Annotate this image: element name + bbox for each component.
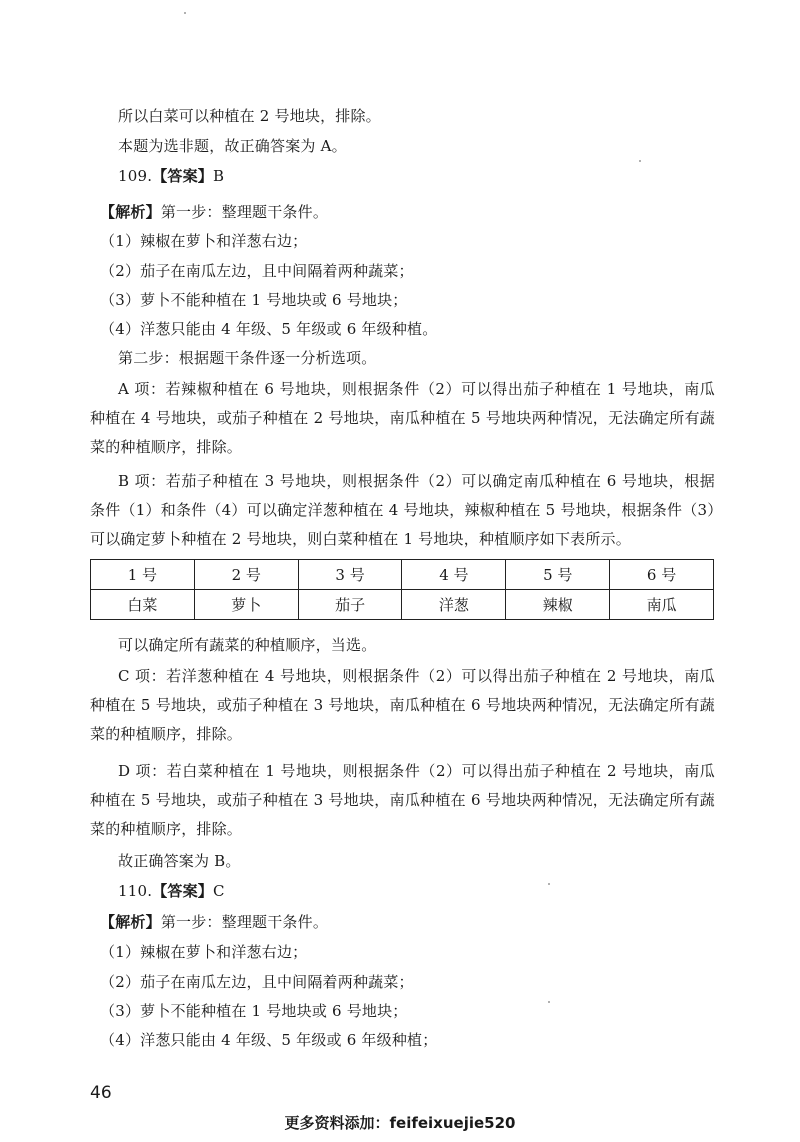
- table-header-cell: 6 号: [610, 560, 714, 590]
- scan-speck: [548, 883, 550, 885]
- scan-speck: [184, 12, 186, 14]
- footer-watermark: 更多资料添加：feifeixuejie520: [284, 1114, 516, 1132]
- analysis-step1: [100, 911, 328, 933]
- table-header-cell: 3 号: [298, 560, 402, 590]
- analysis-tag: 【解析】: [100, 913, 161, 931]
- answer-letter: C: [213, 882, 225, 900]
- condition-1: （1）辣椒在萝卜和洋葱右边；: [100, 943, 308, 961]
- table-cell: 茄子: [298, 590, 402, 620]
- option-c-analysis: C 项：若洋葱种植在 4 号地块，则根据条件（2）可以得出茄子种植在 2 号地块，南瓜种植在 5 号地块，或茄子种植在 3 号地块，南瓜种植在 6 号地块两种情况，无法确定所有蔬菜的种植顺序，排除。: [90, 667, 715, 743]
- condition-1: （1）辣椒在萝卜和洋葱右边；: [100, 232, 308, 250]
- conclusion-109: 故正确答案为 B。: [118, 852, 241, 870]
- table-header-cell: 4 号: [402, 560, 506, 590]
- answer-tag: 【答案】: [152, 882, 214, 900]
- table-cell: 南瓜: [610, 590, 714, 620]
- question-number: 110.: [118, 882, 153, 900]
- text-line: 本题为选非题，故正确答案为 A。: [118, 137, 347, 155]
- table-header-cell: 1 号: [91, 560, 195, 590]
- option-b-analysis: B 项：若茄子种植在 3 号地块，则根据条件（2）可以确定南瓜种植在 6 号地块，根据条件（1）和条件（4）可以确定洋葱种植在 4 号地块，辣椒种植在 5 号地块，根据条件（3）可以确定萝卜种植在 2 号地块，则白菜种植在 1 号地块，种植顺序如下表所示。: [90, 472, 715, 548]
- page-number: 46: [90, 1083, 112, 1103]
- analysis-tag: 【解析】: [100, 203, 161, 221]
- condition-2: （2）茄子在南瓜左边，且中间隔着两种蔬菜；: [100, 973, 414, 991]
- step-text: 第一步：整理题干条件。: [160, 913, 329, 931]
- table-cell: 萝卜: [194, 590, 298, 620]
- step-text: 第一步：整理题干条件。: [160, 203, 329, 221]
- condition-3: （3）萝卜不能种植在 1 号地块或 6 号地块；: [100, 291, 408, 309]
- table-row: [91, 590, 714, 620]
- analysis-step1: [100, 201, 328, 223]
- answer-tag: 【答案】: [152, 167, 214, 185]
- table-cell: 白菜: [91, 590, 195, 620]
- planting-order-table: [90, 559, 714, 620]
- text-line: 可以确定所有蔬菜的种植顺序，当选。: [118, 636, 377, 654]
- table-cell: 洋葱: [402, 590, 506, 620]
- step2: 第二步：根据题干条件逐一分析选项。: [118, 349, 377, 367]
- table-header-cell: 5 号: [506, 560, 610, 590]
- answer-letter: B: [213, 167, 225, 185]
- condition-3: （3）萝卜不能种植在 1 号地块或 6 号地块；: [100, 1002, 408, 1020]
- table-header-cell: 2 号: [194, 560, 298, 590]
- question-110-header: [118, 880, 225, 902]
- question-number: 109.: [118, 167, 153, 185]
- scan-speck: [639, 160, 641, 162]
- text-line: 所以白菜可以种植在 2 号地块，排除。: [118, 107, 381, 125]
- scan-speck: [548, 1001, 550, 1003]
- condition-2: （2）茄子在南瓜左边，且中间隔着两种蔬菜；: [100, 262, 414, 280]
- option-a-analysis: A 项：若辣椒种植在 6 号地块，则根据条件（2）可以得出茄子种植在 1 号地块，南瓜种植在 4 号地块，或茄子种植在 2 号地块，南瓜种植在 5 号地块两种情况，无法确定所有蔬菜的种植顺序，排除。: [90, 380, 715, 456]
- condition-4: （4）洋葱只能由 4 年级、5 年级或 6 年级种植；: [100, 1031, 438, 1049]
- question-109-header: [118, 165, 224, 187]
- table-cell: 辣椒: [506, 590, 610, 620]
- condition-4: （4）洋葱只能由 4 年级、5 年级或 6 年级种植。: [100, 320, 438, 338]
- table-header-row: [91, 560, 714, 590]
- option-d-analysis: D 项：若白菜种植在 1 号地块，则根据条件（2）可以得出茄子种植在 2 号地块，南瓜种植在 5 号地块，或茄子种植在 3 号地块，南瓜种植在 6 号地块两种情况，无法确定所有蔬菜的种植顺序，排除。: [90, 762, 715, 838]
